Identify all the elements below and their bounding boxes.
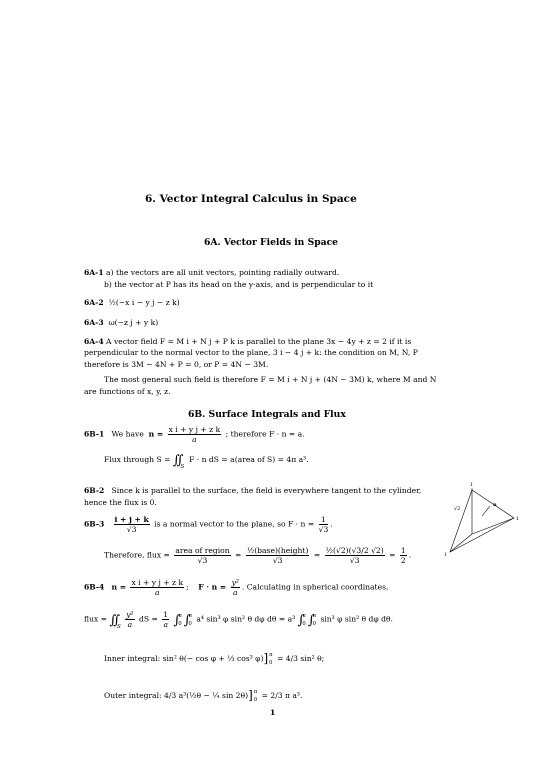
triangle-outline — [450, 490, 514, 552]
problem-6a4-line2: perpendicular to the normal vector to the plane, 3 i − 4 j + k: the condition on M, N, P — [84, 348, 418, 357]
problem-6b4-outer: Outer integral: 4/3 a³(½θ − ¼ sin 2θ)]π 0 = 2/3 π a³. — [104, 688, 303, 703]
problem-label: 6A-1 — [84, 268, 104, 277]
problem-6b1-flux: Flux through $S = \int\int_S$ F · n dS = a(area of S) = 4π a³. — [104, 453, 309, 470]
problem-6b2-line1: 6B-2 Since k is parallel to the surface, the field is everywhere tangent to the cylinder, — [84, 486, 422, 495]
triangle-plane-figure — [438, 468, 528, 560]
problem-6b4-line1: 6B-4 n = $\frac{\text{x i + y j + z k}}{a}$ ; F · n = $\frac{\text{y²}}{a}$ . Calculating in spherical coordinates, — [84, 578, 389, 597]
problem-6a2: 6A-2 ½(−x i − y j − z k) — [84, 298, 180, 307]
section-heading-6a: 6A. Vector Fields in Space — [204, 237, 339, 248]
problem-6a4-line5: are functions of x, y, z. — [84, 387, 171, 396]
problem-6a1-line2: b) the vector at P has its head on the y-axis, and is perpendicular to it — [104, 280, 374, 289]
fig-label-right: 1 — [516, 516, 520, 522]
problem-6b3-line1: 6B-3 $\frac{i + j + k}{√3}$ is a normal vector to the plane, so F · n = $\frac{1}{√3}$ . — [84, 515, 333, 534]
problem-6a4-line4: The most general such field is therefore F = M i + N j + (4N − 3M) k, where M and N — [104, 375, 437, 384]
fig-label-top: 1 — [470, 482, 474, 488]
fig-label-n: n — [493, 502, 497, 508]
problem-6b2-line2: hence the flux is 0. — [84, 498, 157, 507]
problem-6a4-line3: therefore is 3M − 4N + P = 0, or P = 4N − 3M. — [84, 360, 269, 369]
fig-label-sqrt2: √2 — [454, 506, 461, 512]
problem-6b4-flux: flux = $\int\int_S$ $\frac{\text{y²}}{a}$ dS = $\frac{1}{a}$ ∫π 0 ∫π 0 a⁴ sin³ φ sin² θ dφ dθ = a³ ∫π 0 ∫π 0 sin³ φ sin² θ dφ dθ. — [84, 610, 393, 630]
normal-arrow — [482, 506, 490, 516]
y-axis-line — [472, 518, 514, 534]
problem-6b3-line2: Therefore, flux = $\frac{\text{area of region}}{√3}$ = $\frac{\text{½(base)(height)}}{√3}$ = $\frac{\text{½(√2)(√3/2 √2)}}{√3}$ = $\frac{1}{2}$ . — [104, 546, 412, 565]
section-heading-6b: 6B. Surface Integrals and Flux — [188, 409, 346, 420]
fraction: $\frac{\text{x i + y j + z k}}{a}$ — [168, 425, 221, 444]
double-integral-sign: ∫∫ — [172, 453, 181, 468]
page-title: 6. Vector Integral Calculus in Space — [145, 193, 357, 205]
problem-6a4-line1: 6A-4 A vector field F = M i + N j + P k is parallel to the plane 3x − 4y + z = 2 if it is — [84, 337, 412, 346]
page-number: 1 — [270, 708, 276, 717]
problem-6a1-line1: 6A-1 a) the vectors are all unit vectors, pointing radially outward. — [84, 268, 340, 277]
problem-6b4-inner: Inner integral: sin² θ(− cos φ + ⅓ cos³ φ)]π 0 = 4/3 sin² θ; — [104, 651, 325, 666]
problem-6b1-line1: 6B-1 We have n = $\frac{\text{x i + y j + z k}}{a}$ ; therefore F · n = a. — [84, 425, 305, 444]
problem-6a3: 6A-3 ω(−z j + y k) — [84, 318, 159, 327]
fig-label-bottom: 1 — [444, 552, 448, 558]
